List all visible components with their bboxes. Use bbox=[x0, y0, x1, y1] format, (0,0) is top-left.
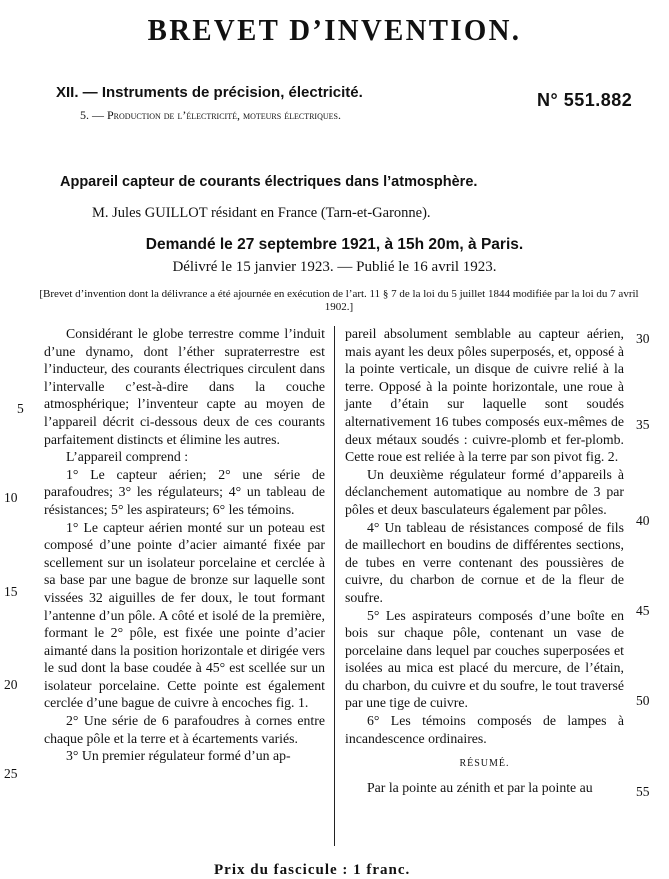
invention-title: Appareil capteur de courants électriques dans l’atmosphère. bbox=[60, 174, 478, 190]
paragraph: Considérant le globe terrestre comme l’induit d’une dynamo, dont l’éther supraterrestre est l’inducteur, des courants électriques circulent dans l’intervalle c’est-à-dire dans la couche atmosphérique; l’inventeur capte au moyen de l’appareil décrit ci-dessous deux de ces courants parfaitement distincts et élimine les autres. bbox=[44, 326, 325, 447]
paragraph: L’appareil comprend : bbox=[66, 449, 189, 465]
paragraph: 2° Une série de 6 parafoudres à cornes entre chaque pôle et la terre et à écartements variés. bbox=[44, 713, 325, 746]
right-column bbox=[345, 325, 624, 796]
page-title: BREVET D’INVENTION. bbox=[147, 12, 522, 47]
subclass-line: 5. — Production de l’électricité, moteurs électriques. bbox=[80, 108, 341, 122]
line-number: 35 bbox=[636, 417, 650, 432]
paragraph: 5° Les aspirateurs composés d’une boîte en bois sur chaque pôle, contenant un vase de porcelaine dans lequel par couches superposées et isolées au mica est placé du mercure, de l’étain, du charbon, du cuivre et du soufre, le tout traversé par une tige de cuivre. bbox=[345, 607, 624, 711]
column-divider bbox=[334, 326, 335, 846]
line-number: 15 bbox=[4, 584, 18, 599]
line-number: 50 bbox=[636, 693, 650, 708]
patent-number: N° 551.882 bbox=[537, 90, 633, 110]
legal-note: [Brevet d’invention dont la délivrance a été ajournée en exécution de l’art. 11 § 7 de la loi du 5 juillet 1844 modifiée par la loi du 7 avril 1902.] bbox=[39, 288, 639, 313]
paragraph: 4° Un tableau de résistances composé de fils de maillechort en boudins de différentes sections, de tubes en verre contenant des poussières de cuivre, du charbon de cornue et de la fleur de soufre. bbox=[345, 519, 624, 605]
line-number: 20 bbox=[4, 677, 18, 692]
paragraph: 6° Les témoins composés de lampes à incandescence ordinaires. bbox=[345, 713, 624, 746]
paragraph: 1° Le capteur aérien; 2° une série de parafoudres; 3° les régulateurs; 4° un tableau de résistances; 5° les aspirateurs; 6° les témoins. bbox=[44, 466, 325, 517]
footer-price: Prix du fascicule : 1 franc. bbox=[214, 862, 411, 878]
class-line: XII. — Instruments de précision, électricité. bbox=[56, 84, 363, 101]
line-number: 5 bbox=[17, 401, 24, 416]
paragraph: 3° Un premier régulateur formé d’un ap- bbox=[66, 748, 291, 764]
paragraph: 1° Le capteur aérien monté sur un poteau est composé d’une pointe d’acier aimanté fixée par scellement sur un isolateur porcelaine et cerclée à sa base par une bague de bronze sur laquelle sont vissées 32 aiguilles de fer doux, le tout formant l’antenne d’un pôle. A côté et isolé de la première, formant le 2° pôle, est fixée une pointe d’acier aimanté dans la position horizontale et dirigée vers le sud dont la base coudée à 45° est scellée sur un isolateur porcelaine. Cette pointe est également cerclée d’une bague de cuivre à encoches fig. 1. bbox=[44, 519, 325, 711]
line-number: 25 bbox=[4, 766, 18, 781]
paragraph: Un deuxième régulateur formé d’appareils à déclanchement automatique au nombre de 3 par pôles et deux basculateurs également par pôles. bbox=[345, 466, 624, 517]
line-number: 40 bbox=[636, 513, 650, 528]
line-number: 30 bbox=[636, 331, 650, 346]
resume-text: Par la pointe au zénith et par la pointe au bbox=[367, 779, 593, 795]
line-number: 55 bbox=[636, 784, 650, 799]
line-number: 10 bbox=[4, 490, 18, 505]
resume-heading: RÉSUMÉ. bbox=[459, 758, 510, 770]
paragraph: pareil absolument semblable au capteur aérien, mais ayant les deux pôles superposés, et, opposé à la pointe verticale, un disque de cuivre relié à la terre. Opposé à la pointe horizontale, une roue à jante d’étain sur laquelle sont soudés alternativement 16 tubes composés eux-mêmes de deux métaux soudés : cuivre-plomb et fer-plomb. Cette roue est reliée à la terre par son pivot fig. 2. bbox=[345, 326, 624, 465]
left-column bbox=[44, 325, 325, 765]
filing-date: Demandé le 27 septembre 1921, à 15h 20m, à Paris. bbox=[145, 236, 524, 253]
delivery-date: Délivré le 15 janvier 1923. — Publié le 16 avril 1923. bbox=[172, 259, 497, 275]
inventor-line: M. Jules GUILLOT résidant en France (Tarn-et-Garonne). bbox=[92, 205, 431, 221]
line-number: 45 bbox=[636, 603, 650, 618]
